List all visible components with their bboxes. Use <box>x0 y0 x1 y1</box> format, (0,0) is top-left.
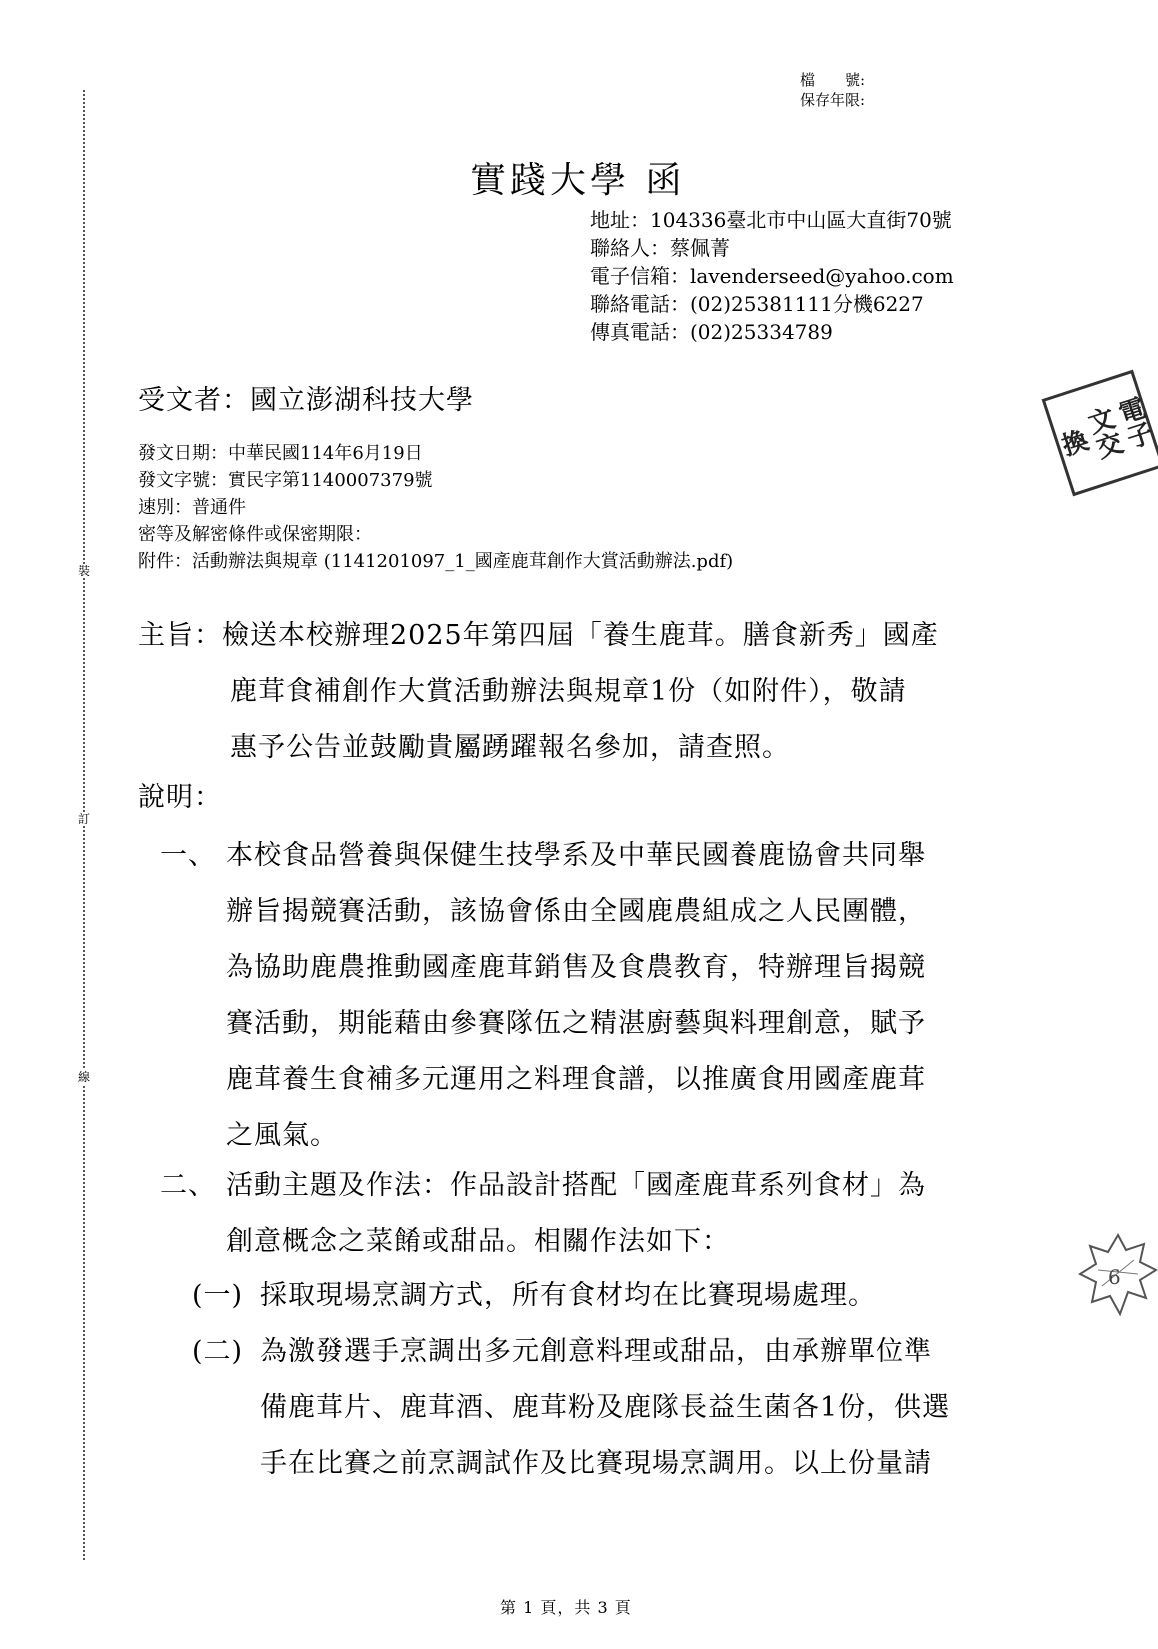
subitem-2-number: (二) <box>192 1336 244 1367</box>
contact-fax: 傳真電話：(02)25334789 <box>590 320 833 344</box>
stamp-text: 文交 <box>1080 403 1126 463</box>
stamp-text: 換 <box>1054 425 1091 460</box>
subitem-2-line: 手在比賽之前烹調試作及比賽現場烹調用。以上份量請 <box>260 1448 932 1479</box>
subitem-2-line: 為激發選手烹調出多元創意料理或甜品，由承辦單位準 <box>260 1336 932 1367</box>
item-2-number: 二、 <box>160 1170 216 1201</box>
item-2-text <box>226 1158 926 1270</box>
item-1-line: 鹿茸養生食補多元運用之料理食譜，以推廣食用國產鹿茸 <box>226 1064 926 1095</box>
contact-person: 聯絡人：蔡佩菁 <box>590 236 730 260</box>
subject-line-1: 主旨：檢送本校辦理2025年第四屆「養生鹿茸。膳食新秀」國產 <box>138 620 939 651</box>
item-1-line: 本校食品營養與保健生技學系及中華民國養鹿協會共同舉 <box>226 840 926 871</box>
subitem-1-number: (一) <box>192 1280 244 1311</box>
contact-email: 電子信箱：lavenderseed@yahoo.com <box>590 264 954 288</box>
subitem-1-line: 採取現場烹調方式，所有食材均在比賽現場處理。 <box>260 1280 876 1311</box>
retention-period-label: 保存年限: <box>800 91 866 109</box>
binding-mark-ding: 訂 <box>78 812 91 826</box>
contact-phone: 聯絡電話：(02)25381111分機6227 <box>590 292 924 316</box>
explanation-heading: 說明： <box>138 782 222 813</box>
subitem-2-text <box>260 1324 950 1492</box>
item-1-line: 賽活動，期能藉由參賽隊伍之精湛廚藝與料理創意，賦予 <box>226 1008 926 1039</box>
subject-line-3: 惠予公告並鼓勵貴屬踴躍報名參加，請查照。 <box>230 732 790 763</box>
electronic-exchange-stamp <box>1042 370 1158 497</box>
subitem-1-text <box>260 1268 876 1324</box>
item-1-number: 一、 <box>160 840 216 871</box>
item-1-text <box>226 828 926 1164</box>
subject-line-2: 鹿茸食補創作大賞活動辦法與規章1份（如附件），敬請 <box>230 676 907 707</box>
binding-mark-zhuang: 裝 <box>78 564 91 578</box>
subject-continuation <box>230 664 907 776</box>
item-1-line: 之風氣。 <box>226 1120 338 1151</box>
stamp-text: 電子 <box>1111 393 1156 453</box>
classification: 密等及解密條件或保密期限： <box>138 524 372 545</box>
binding-line <box>78 90 90 1560</box>
subitem-2-line: 備鹿茸片、鹿茸酒、鹿茸粉及鹿隊長益生菌各1份，供選 <box>260 1392 951 1423</box>
issue-date: 發文日期：中華民國114年6月19日 <box>138 443 423 464</box>
seal-page-number: 6 <box>1108 1265 1121 1289</box>
document-title: 實踐大學 函 <box>470 160 686 201</box>
delivery-speed: 速別：普通件 <box>138 497 246 518</box>
binding-mark-xian: 線 <box>78 1070 91 1084</box>
stamp-column-3 <box>1054 426 1091 460</box>
item-1-line: 為協助鹿農推動國產鹿茸銷售及食農教育，特辦理旨揭競 <box>226 952 926 983</box>
page-footer: 第 1 頁，共 3 頁 <box>500 1598 632 1617</box>
item-2-line: 創意概念之菜餚或甜品。相關作法如下： <box>226 1226 730 1257</box>
item-1-line: 辦旨揭競賽活動，該協會係由全國鹿農組成之人民團體， <box>226 896 926 927</box>
sender-contact-block <box>590 206 954 346</box>
document-metadata <box>138 440 733 575</box>
document-number: 發文字號：實民字第1140007379號 <box>138 470 433 491</box>
item-2-line: 活動主題及作法：作品設計搭配「國產鹿茸系列食材」為 <box>226 1170 926 1201</box>
file-number-label: 檔 號: <box>800 71 866 89</box>
sender-address: 地址：104336臺北市中山區大直街70號 <box>590 208 952 232</box>
recipient: 受文者：國立澎湖科技大學 <box>138 385 474 416</box>
attachment-link[interactable]: 附件：活動辦法與規章 (1141201097_1_國產鹿茸創作大賞活動辦法.pdf) <box>138 551 734 572</box>
filing-info <box>800 70 865 110</box>
